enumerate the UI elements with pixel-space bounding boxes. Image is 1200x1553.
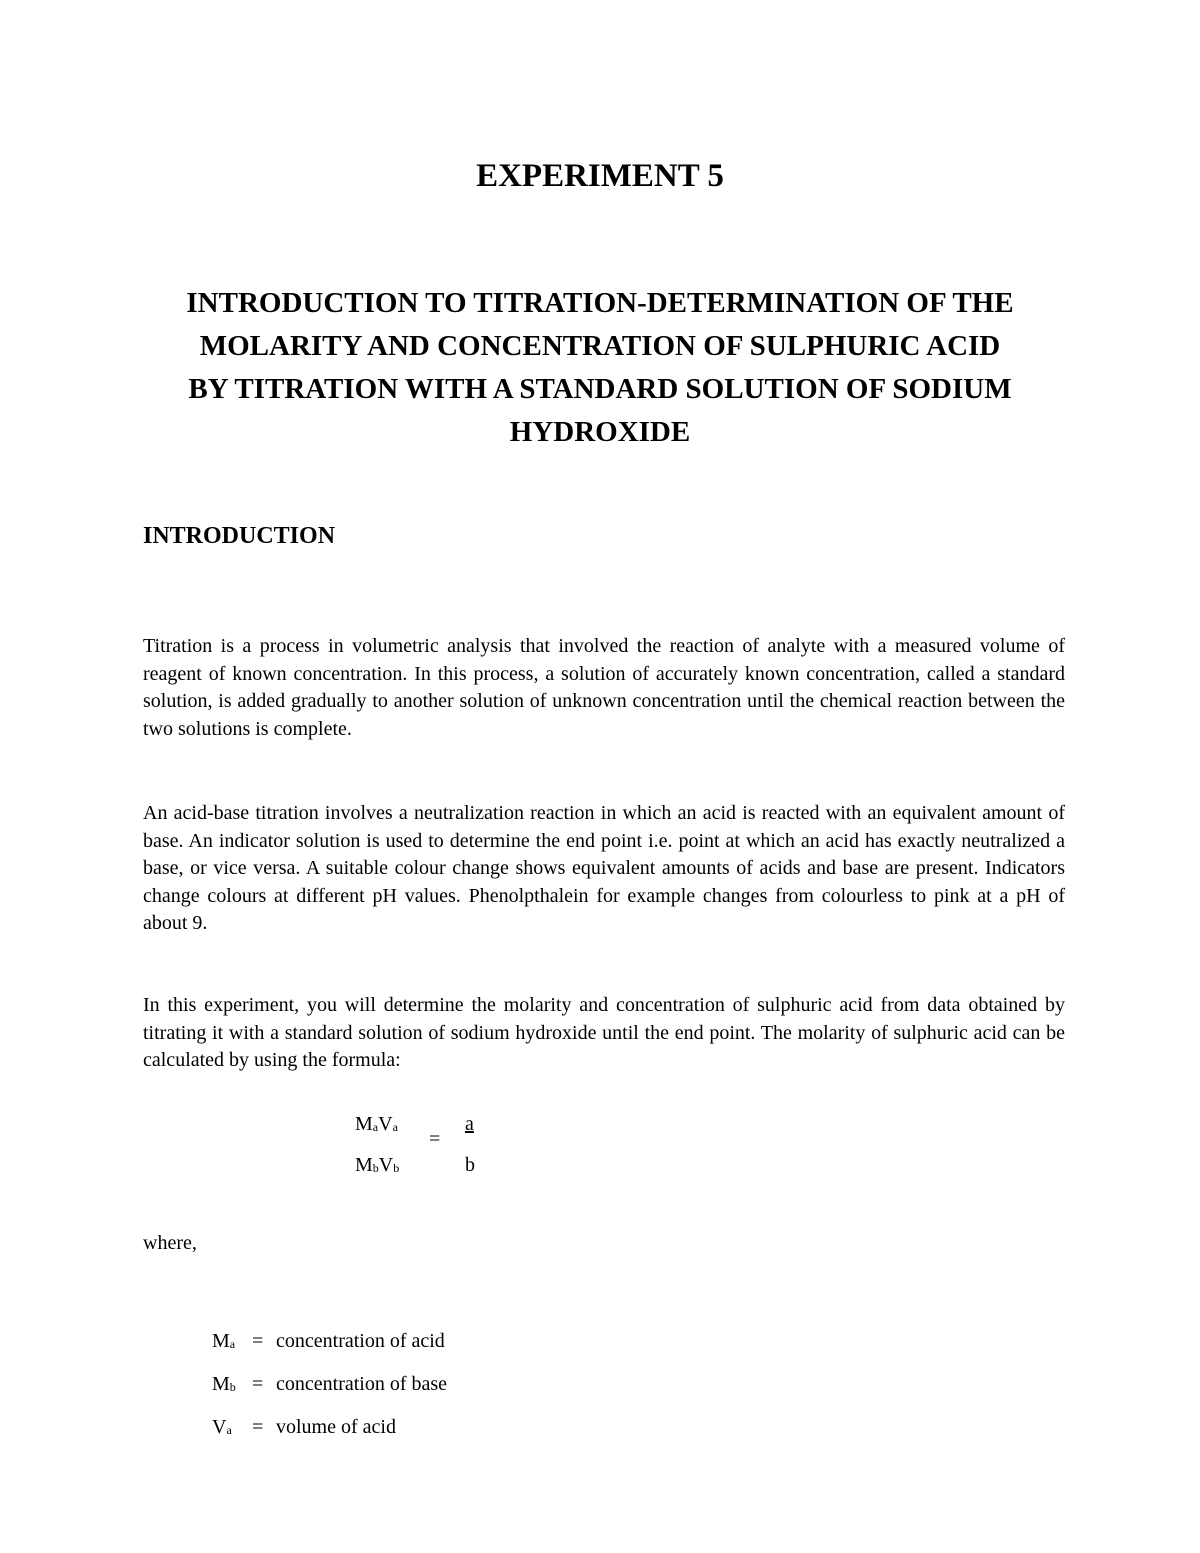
definition-text: volume of acid	[276, 1416, 396, 1438]
definition-equals: =	[252, 1330, 264, 1352]
where-label: where,	[143, 1232, 197, 1254]
definition-symbol: Va	[212, 1416, 232, 1438]
formula-numerator-right: a	[465, 1113, 474, 1135]
main-title	[140, 282, 1060, 454]
definition-text: concentration of acid	[276, 1330, 445, 1352]
formula-equals-sign: =	[429, 1128, 441, 1150]
paragraph-titration-definition: Titration is a process in volumetric analysis that involved the reaction of analyte with a measured volume of reagent of known concentration. In this process, a solution of accurately known concentration, called a standard solution, is added gradually to another solution of unknown concentration until the chemical reaction between the two solutions is complete.	[143, 635, 1065, 740]
definition-row	[212, 1370, 447, 1413]
main-title-line: MOLARITY AND CONCENTRATION OF SULPHURIC ACID	[199, 330, 1001, 362]
paragraph-experiment-purpose: In this experiment, you will determine the molarity and concentration of sulphuric acid from data obtained by titrating it with a standard solution of sodium hydroxide until the end point. The molarity of sulphuric acid can be calculated by using the formula:	[143, 994, 1065, 1071]
formula-denominator-left: MbVb	[355, 1154, 400, 1176]
definition-row	[212, 1413, 447, 1456]
molarity-formula	[355, 1108, 515, 1188]
paragraph-acid-base-titration: An acid-base titration involves a neutralization reaction in which an acid is reacted with an equivalent amount of base. An indicator solution is used to determine the end point i.e. point at which an acid has exactly neutralized a base, or vice versa. A suitable colour change shows equivalent amounts of acids and base are present. Indicators change colours at different pH values. Phenolpthalein for example changes from colourless to pink at a pH of about 9.	[143, 802, 1065, 934]
experiment-title: EXPERIMENT 5	[476, 158, 724, 194]
section-heading-introduction: INTRODUCTION	[143, 523, 336, 549]
main-title-line: INTRODUCTION TO TITRATION-DETERMINATION OF THE	[186, 287, 1014, 319]
definition-equals: =	[252, 1416, 264, 1438]
formula-denominator-right: b	[465, 1154, 475, 1176]
main-title-line: BY TITRATION WITH A STANDARD SOLUTION OF SODIUM	[188, 373, 1012, 405]
definition-symbol: Ma	[212, 1330, 236, 1352]
formula-numerator-left: MaVa	[355, 1113, 398, 1135]
definition-symbol: Mb	[212, 1373, 236, 1395]
definition-text: concentration of base	[276, 1373, 448, 1395]
definition-equals: =	[252, 1373, 264, 1395]
definition-row	[212, 1327, 447, 1370]
variable-definitions	[212, 1327, 447, 1456]
main-title-line: HYDROXIDE	[509, 416, 691, 448]
